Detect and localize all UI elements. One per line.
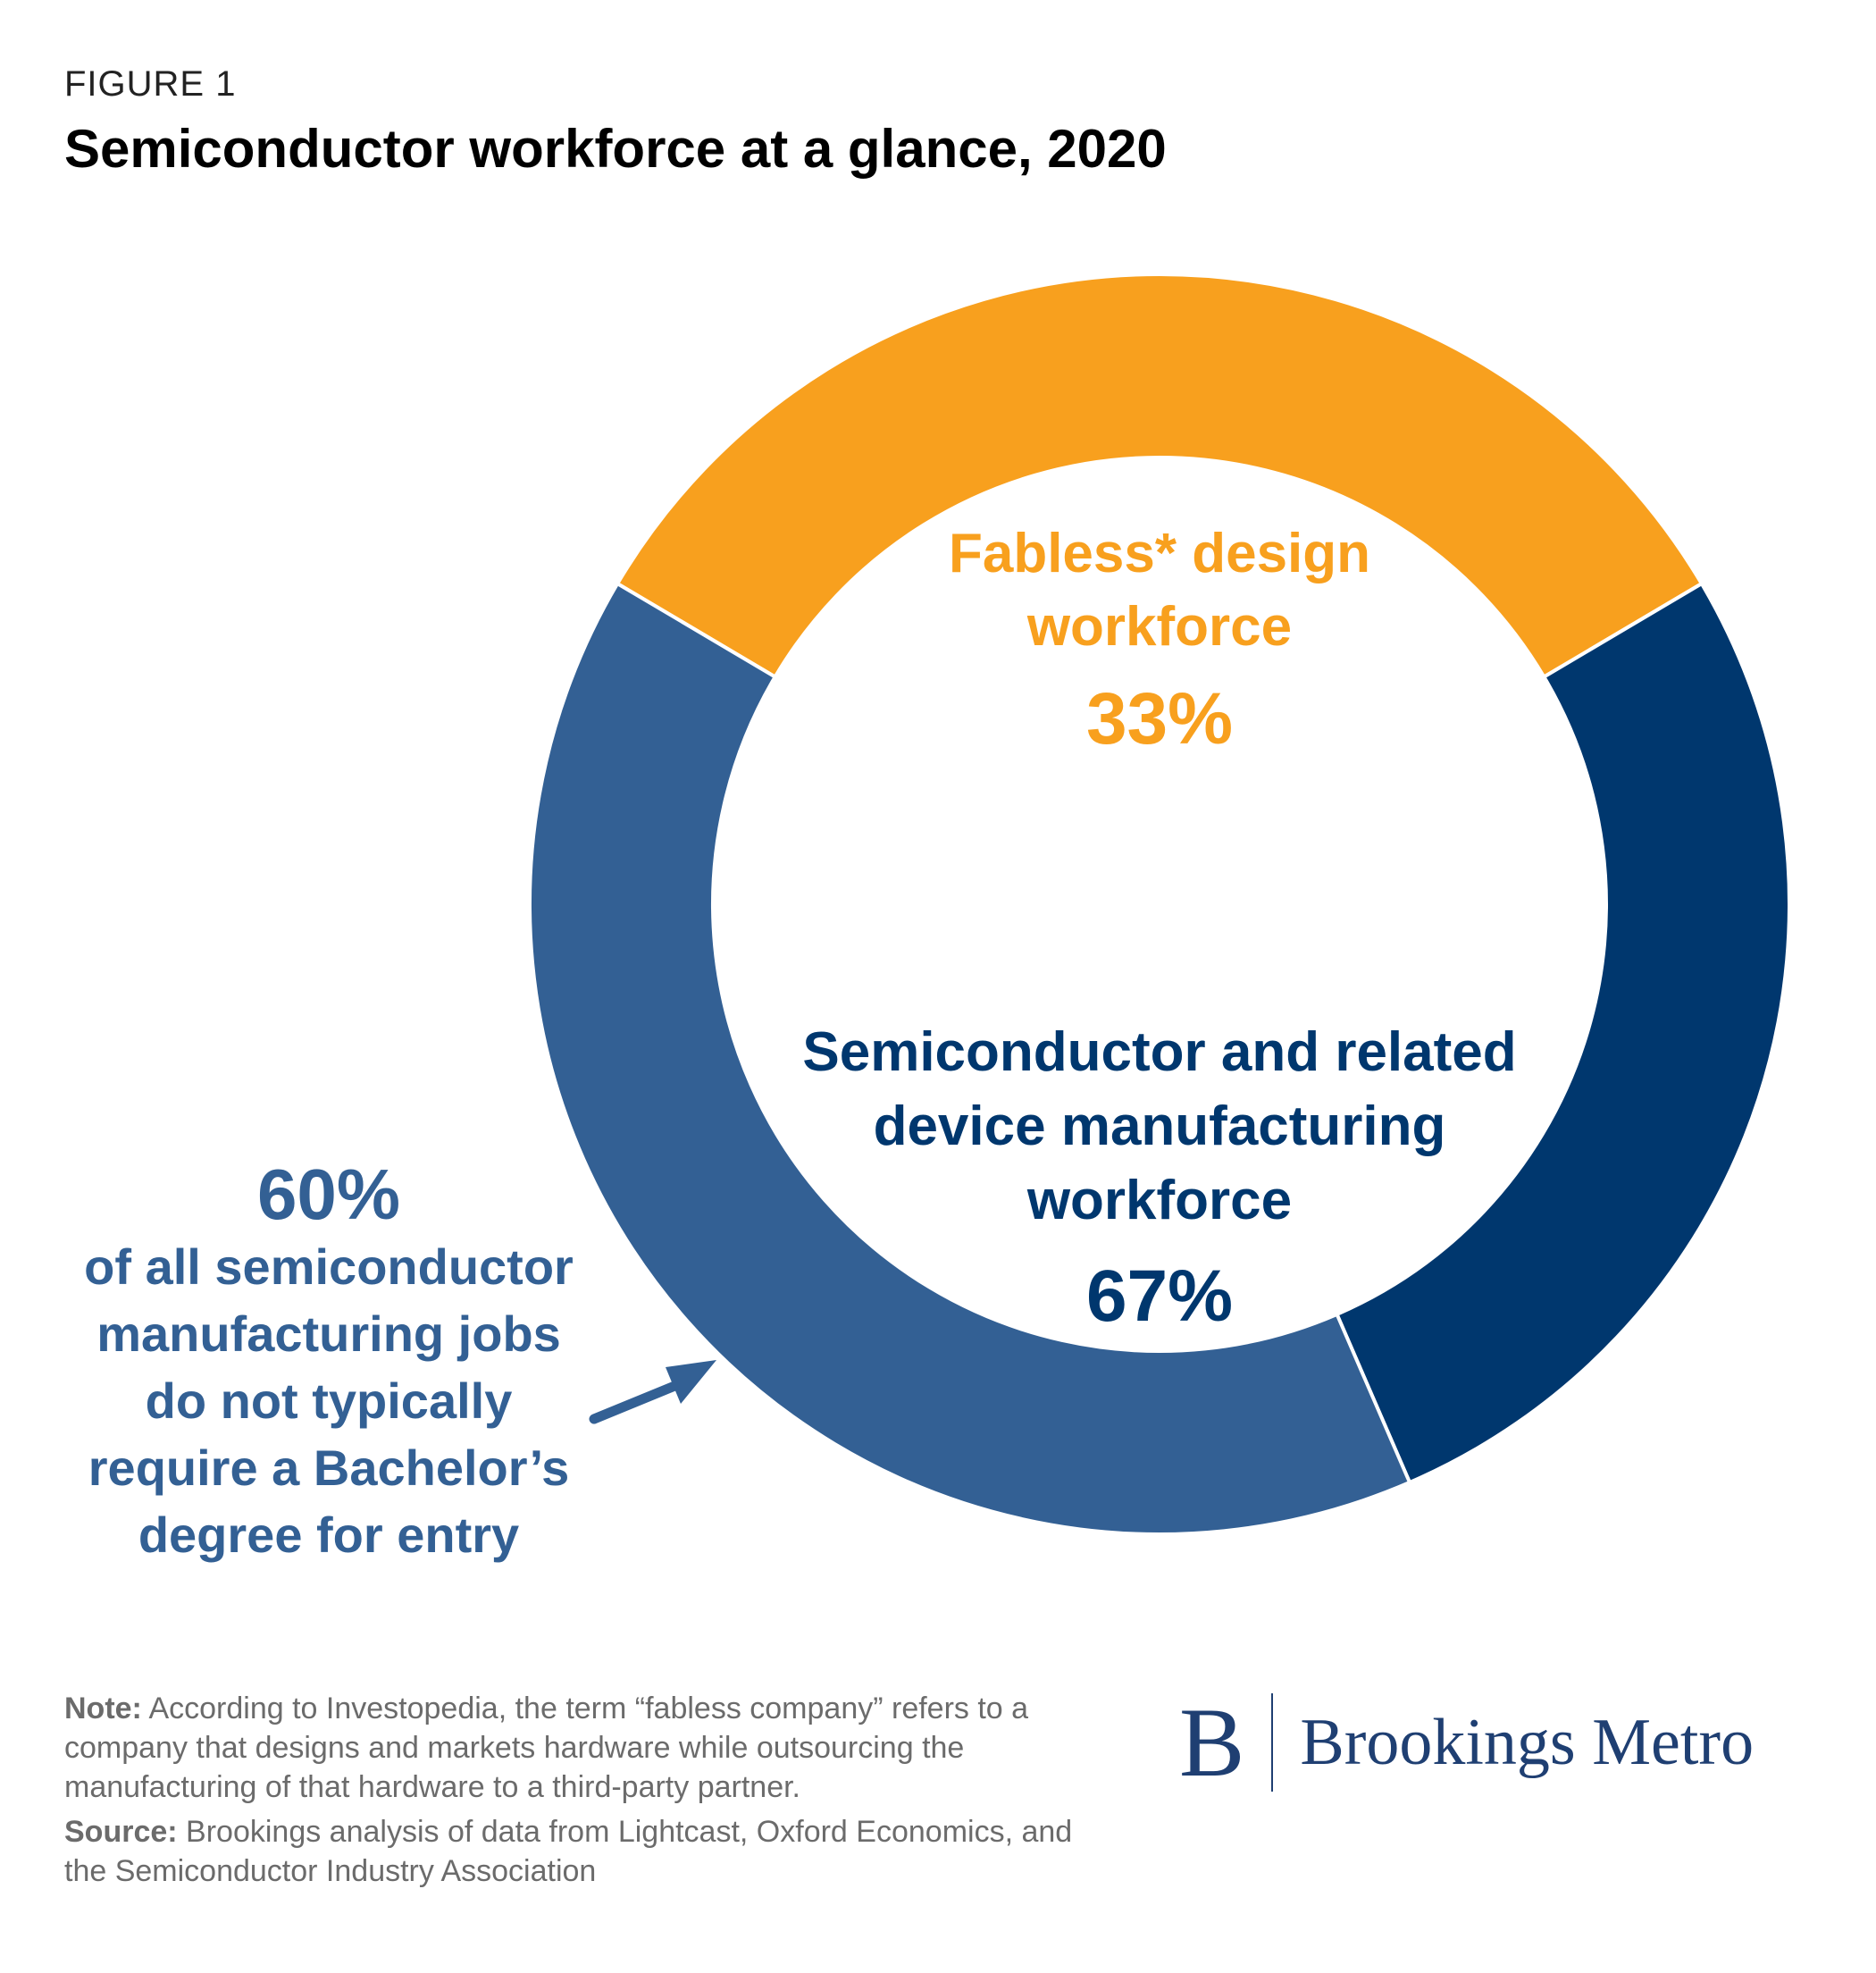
annotation-pct: 60% (256, 1154, 401, 1234)
fabless-pct-label: 33% (1085, 678, 1234, 760)
logo-mark: B (1179, 1688, 1245, 1797)
source-label: Source: (64, 1815, 178, 1849)
annotation-line: degree for entry (138, 1507, 520, 1563)
figure-label: FIGURE 1 (64, 64, 237, 104)
note-text: According to Investopedia, the term “fabless company” refers to a company that designs and markets hardware while outsourcing the manufacturing of that hardware to a third-party partner. (64, 1692, 1029, 1804)
note-label: Note: (64, 1692, 142, 1725)
annotation-line: of all semiconductor (84, 1238, 574, 1295)
source-text: Brookings analysis of data from Lightcast, Oxford Economics, and the Semiconductor Industry Association (64, 1815, 1073, 1888)
annotation-line: do not typically (145, 1373, 513, 1429)
source (64, 1812, 1101, 1891)
fabless-label-line2: workforce (1026, 596, 1293, 658)
brookings-metro-logo (1179, 1688, 1755, 1797)
mfg-label-line3: workforce (1026, 1170, 1293, 1231)
logo-text: Brookings Metro (1300, 1705, 1755, 1779)
fabless-label-line1: Fabless* design (948, 523, 1371, 584)
note (64, 1689, 1101, 1807)
annotation-arrow (594, 1360, 716, 1419)
mfg-pct-label: 67% (1085, 1255, 1234, 1337)
mfg-label-line2: device manufacturing (873, 1096, 1446, 1157)
logo-divider (1271, 1693, 1273, 1792)
mfg-label-line1: Semiconductor and related (802, 1021, 1517, 1083)
annotation-line: manufacturing jobs (96, 1306, 561, 1362)
annotation-line: require a Bachelor’s (88, 1440, 570, 1496)
donut-slices (530, 274, 1789, 1534)
chart-title: Semiconductor workforce at a glance, 2020 (64, 119, 1167, 179)
